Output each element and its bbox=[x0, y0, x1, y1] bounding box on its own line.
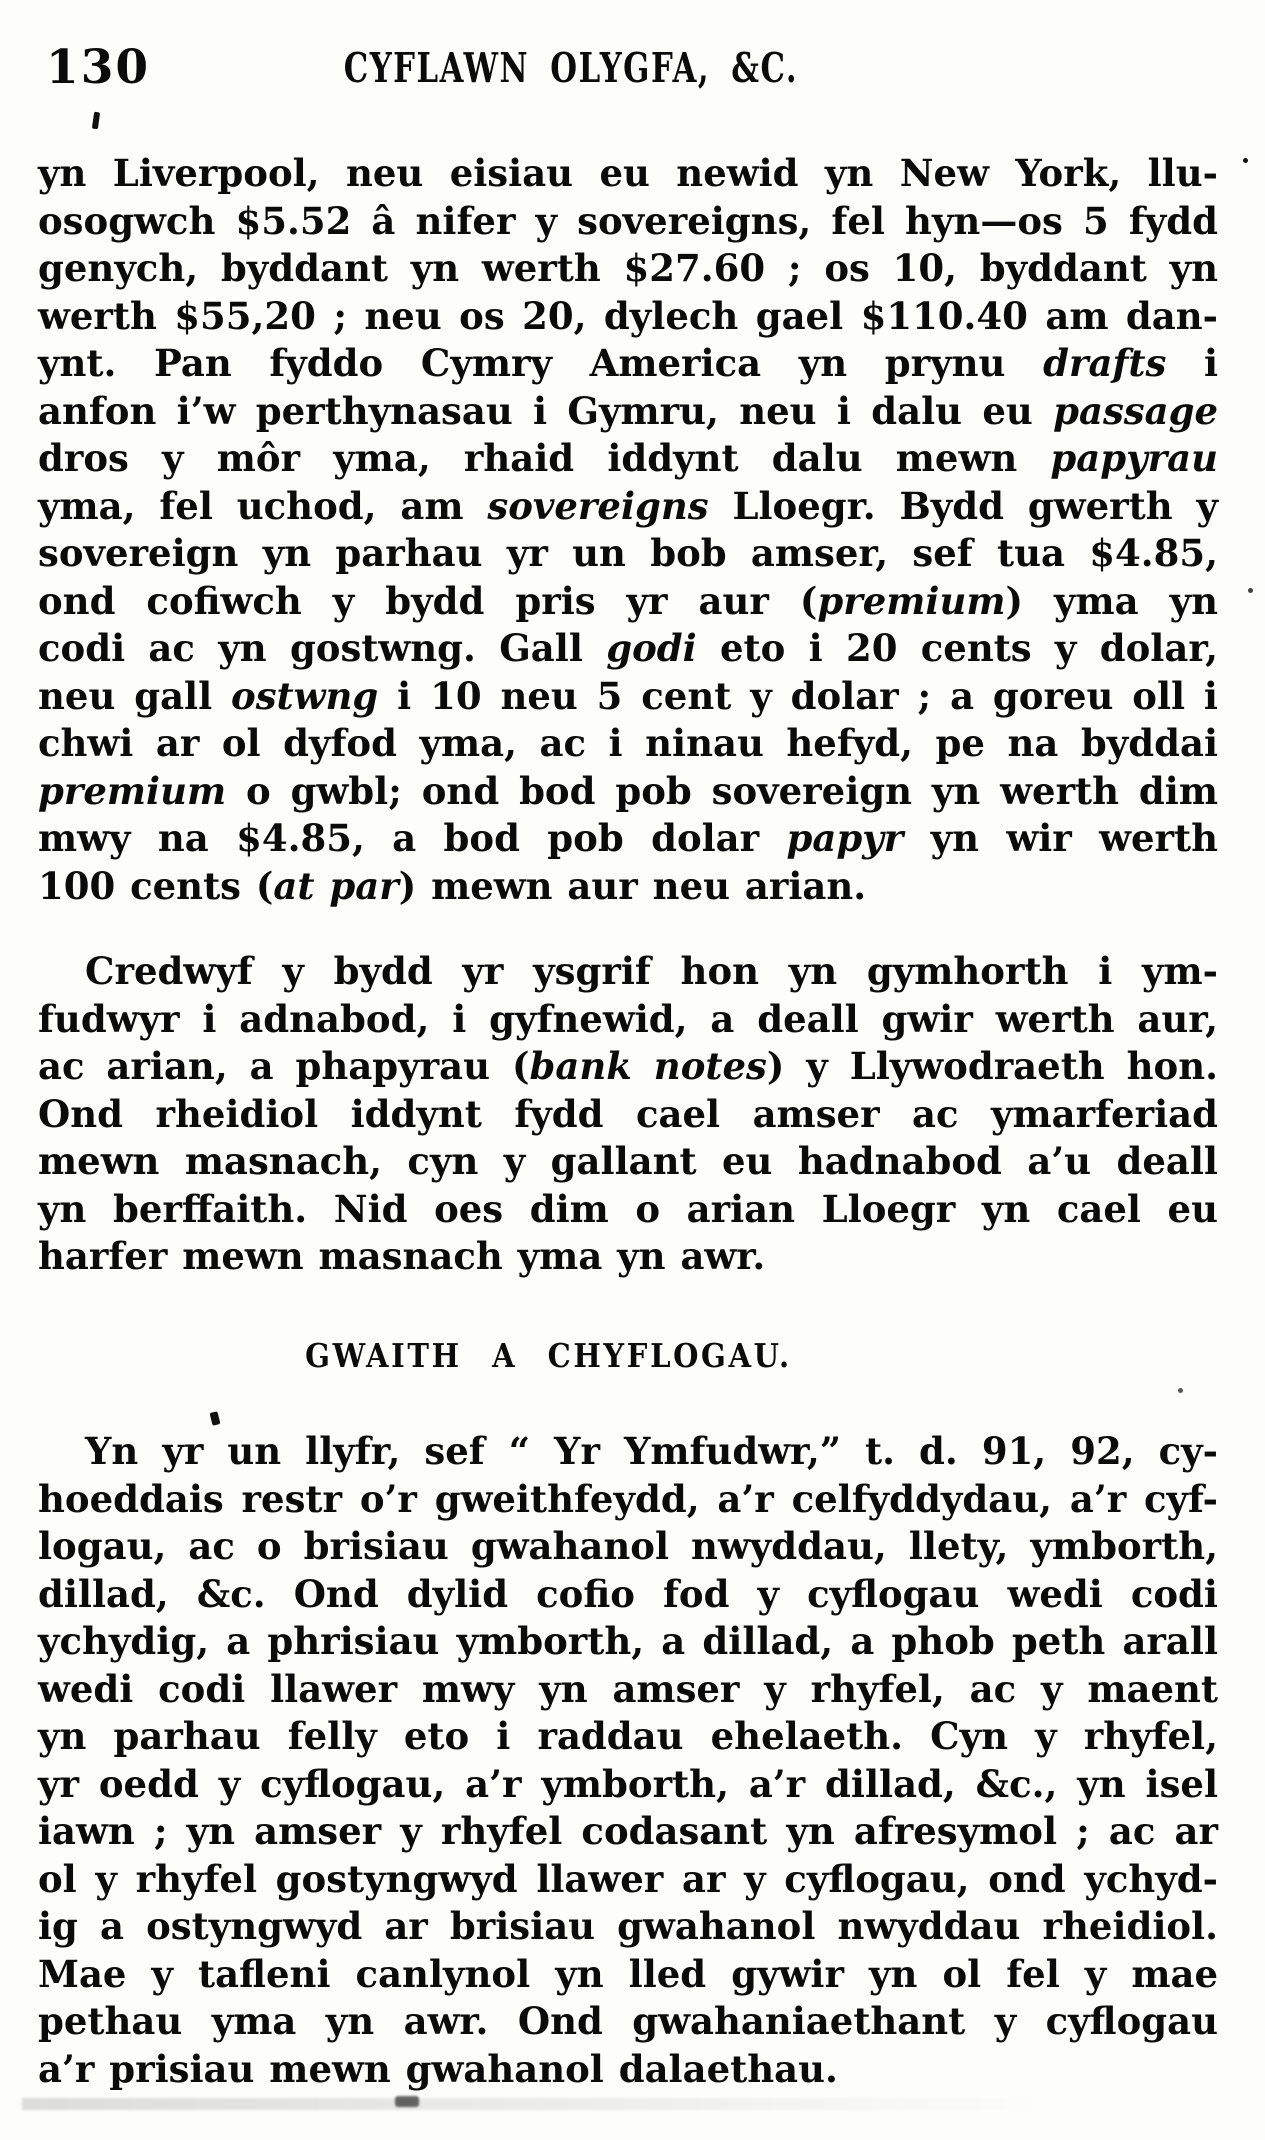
text-line: yn parhau felly eto i raddau ehelaeth. Cyn y rhyfel, bbox=[38, 1714, 1218, 1758]
text-line: mwy na $4.85, a bod pob dolar papyr yn wir werth bbox=[38, 816, 1218, 860]
text-line: ig a ostyngwyd ar brisiau gwahanol nwyddau rheidiol. bbox=[38, 1904, 1218, 1948]
ink-speck bbox=[1248, 588, 1253, 593]
text-line: Ond rheidiol iddynt fydd cael amser ac ymarferiad bbox=[38, 1091, 1218, 1136]
text-line: dros y môr yma, rhaid iddynt dalu mewn papyrau bbox=[38, 436, 1218, 480]
text-line: codi ac yn gostwng. Gall godi eto i 20 cents y dolar, bbox=[38, 626, 1218, 670]
text-line: Credwyf y bydd yr ysgrif hon yn gymhorth i ym- bbox=[85, 949, 1218, 993]
text-line: a’r prisiau mewn gwahanol dalaethau. bbox=[38, 2046, 838, 2091]
section-heading-text: GWAITH A CHYFLOGAU. bbox=[304, 1336, 792, 1375]
text-line: hoeddais restr o’r gweithfeydd, a’r celfyddydau, a’r cyf- bbox=[38, 1476, 1218, 1521]
text-line: 100 cents (at par) mewn aur neu arian. bbox=[38, 863, 867, 908]
text-line: neu gall ostwng i 10 neu 5 cent y dolar ; a goreu oll i bbox=[38, 673, 1218, 718]
text-line: premium o gwbl; ond bod pob sovereign yn werth dim bbox=[38, 768, 1218, 813]
ink-speck bbox=[92, 112, 100, 130]
running-title-text: CYFLAWN OLYGFA, &C. bbox=[343, 44, 798, 92]
scan-smudge bbox=[22, 2098, 1042, 2110]
text-line: ol y rhyfel gostyngwyd llawer ar y cyflogau, ond ychyd- bbox=[38, 1856, 1218, 1901]
text-line: dillad, &c. Ond dylid cofio fod y cyflogau wedi codi bbox=[38, 1571, 1218, 1616]
text-line: Yn yr un llyfr, sef “ Yr Ymfudwr,” t. d. 91, 92, cy- bbox=[85, 1429, 1218, 1473]
text-line: osogwch $5.52 â nifer y sovereigns, fel hyn—os 5 fydd bbox=[38, 198, 1218, 243]
section-heading bbox=[38, 1336, 1058, 1375]
text-line: Mae y tafleni canlynol yn lled gywir yn ol fel y mae bbox=[38, 1951, 1218, 1996]
text-line: yma, fel uchod, am sovereigns Lloegr. Bydd gwerth y bbox=[38, 483, 1218, 528]
ink-speck bbox=[1243, 158, 1248, 163]
paragraph-work-and-wages bbox=[38, 1428, 1218, 2093]
text-line: logau, ac o brisiau gwahanol nwyddau, llety, ymborth, bbox=[38, 1524, 1218, 1568]
text-line: yn Liverpool, neu eisiau eu newid yn New York, llu- bbox=[38, 151, 1218, 195]
ink-speck bbox=[210, 1411, 221, 1426]
text-line: chwi ar ol dyfod yma, ac i ninau hefyd, pe na byddai bbox=[38, 721, 1218, 765]
text-line: sovereign yn parhau yr un bob amser, sef tua $4.85, bbox=[38, 531, 1218, 575]
page-header bbox=[38, 40, 1218, 104]
text-line: ychydig, a phrisiau ymborth, a dillad, a phob peth arall bbox=[38, 1619, 1218, 1663]
text-line: genych, byddant yn werth $27.60 ; os 10, byddant yn bbox=[38, 246, 1218, 290]
text-line: ac arian, a phapyrau (bank notes) y Llywodraeth hon. bbox=[38, 1044, 1218, 1088]
text-line: anfon i’w perthynasau i Gymru, neu i dalu eu passage bbox=[38, 388, 1218, 433]
paragraph-advice bbox=[38, 948, 1218, 1281]
text-line: yn berffaith. Nid oes dim o arian Lloegr yn cael eu bbox=[38, 1186, 1218, 1231]
text-line: harfer mewn masnach yma yn awr. bbox=[38, 1234, 766, 1278]
ink-speck bbox=[1178, 1388, 1183, 1393]
text-line: iawn ; yn amser y rhyfel codasant yn afresymol ; ac ar bbox=[38, 1809, 1218, 1853]
text-line: mewn masnach, cyn y gallant eu hadnabod a’u deall bbox=[38, 1139, 1218, 1183]
scan-smudge-blob bbox=[395, 2096, 419, 2107]
paragraph-currency-values bbox=[38, 150, 1218, 910]
text-line: pethau yma yn awr. Ond gwahaniaethant y cyflogau bbox=[38, 1999, 1218, 2043]
text-line: ynt. Pan fyddo Cymry America yn prynu drafts i bbox=[38, 341, 1219, 385]
running-title bbox=[38, 44, 1103, 92]
text-line: fudwyr i adnabod, i gyfnewid, a deall gwir werth aur, bbox=[38, 996, 1218, 1041]
text-line: yr oedd y cyflogau, a’r ymborth, a’r dillad, &c., yn isel bbox=[38, 1761, 1218, 1806]
page-number: 130 bbox=[46, 40, 151, 95]
text-line: werth $55,20 ; neu os 20, dylech gael $110.40 am dan- bbox=[38, 293, 1218, 338]
text-line: ond cofiwch y bydd pris yr aur (premium) yma yn bbox=[38, 578, 1218, 623]
text-line: wedi codi llawer mwy yn amser y rhyfel, ac y maent bbox=[38, 1666, 1218, 1711]
